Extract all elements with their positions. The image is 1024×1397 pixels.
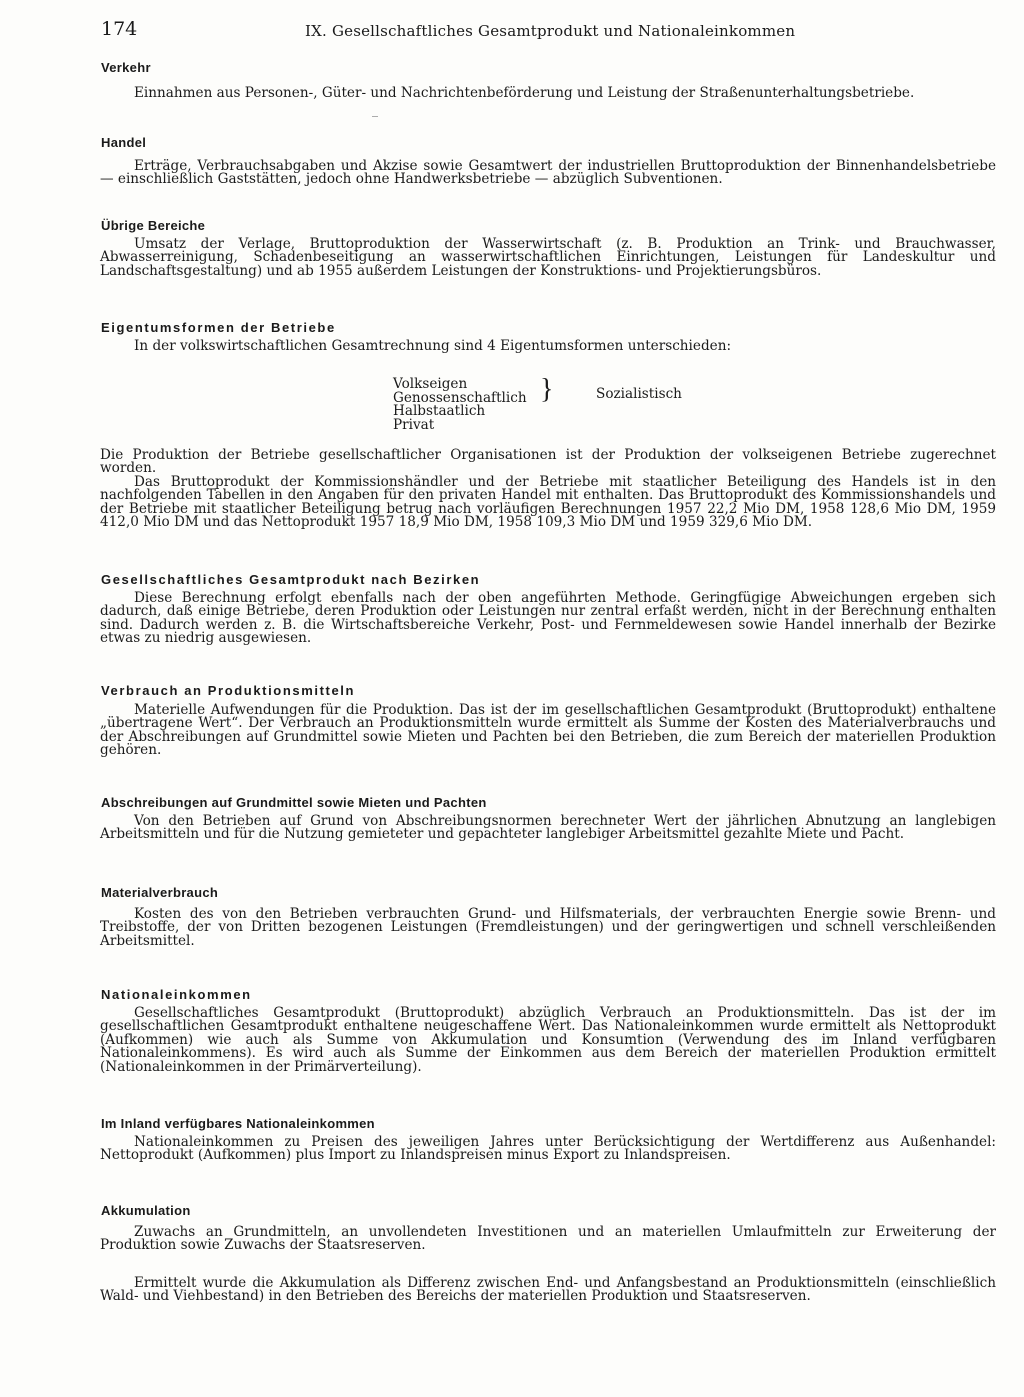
paragraph: Die Produktion der Betriebe gesellschaftlicher Organisationen ist der Produktion der volkseigenen Betriebe zugerechnet worden. — [100, 447, 996, 477]
section-verbrauch — [100, 683, 996, 758]
section-text: Kosten des von den Betrieben verbrauchten Grund- und Hilfsmaterials, der verbrauchten Energie sowie Brenn- und Treibstoffe, der von Dritten bezogenen Leistungen (Fremdleistungen) und der geringwertigen und schnell verschleißenden Arbeitsmittel. — [100, 906, 996, 949]
section-nationaleinkommen — [100, 987, 996, 1074]
section-akkumulation — [100, 1203, 996, 1304]
ownership-form: Halbstaatlich — [393, 403, 486, 419]
ownership-form: Volkseigen — [393, 376, 468, 392]
paragraph: Das Bruttoprodukt der Kommissionshändler und der Betriebe mit staatlicher Beteiligung des Handels ist in den nachfolgenden Tabellen in den Angaben für den privaten Handel mit enthalten. Das Bruttoprodukt des Kommissionshandels und der Betriebe mit staatlicher Beteiligung betrug nach vorläufigen Berechnungen 1957 22,2 Mio DM, 1958 128,6 Mio DM, 1959 412,0 Mio DM und das Nettoprodukt 1957 18,9 Mio DM, 1958 109,3 Mio DM und 1959 329,6 Mio DM. — [100, 473, 996, 531]
ownership-form: Privat — [393, 416, 435, 433]
running-title: IX. Gesellschaftliches Gesamtprodukt und Nationaleinkommen — [305, 22, 796, 40]
section-uebrige-bereiche — [100, 218, 996, 278]
section-inland — [100, 1116, 996, 1163]
section-bezirke — [100, 572, 996, 646]
section-heading: Verkehr — [101, 60, 151, 75]
section-verkehr — [100, 60, 996, 100]
section-text: Diese Berechnung erfolgt ebenfalls nach der oben angeführten Methode. Geringfügige Abweichungen ergeben sich dadurch, daß einige Betriebe, deren Produktion oder Leistungen nur zentral erfaßt werden, nicht in der Berechnung enthalten sind. Dadurch werden z. B. die Wirtschaftsbereiche Verkehr, Post- und Fernmeldewesen sowie Handel innerhalb der Bezirke etwas zu niedrig ausgewiesen. — [100, 590, 996, 647]
ownership-forms-list — [393, 378, 527, 432]
page-number: 174 — [101, 18, 138, 40]
section-text: Erträge, Verbrauchsabgaben und Akzise sowie Gesamtwert der industriellen Bruttoproduktion der Binnenhandelsbetriebe — einschließlich Gaststätten, jedoch ohne Handwerksbetriebe — abzüglich Subventionen. — [100, 158, 996, 188]
section-text: Umsatz der Verlage, Bruttoproduktion der Wasserwirtschaft (z. B. Produktion an Trink- und Brauchwasser, Abwasserreinigung, Schadenbeseitigung an wasserwirtschaftlichen Einrichtungen, Leistungen für Landeskultur und Landschaftsgestaltung) und ab 1955 außerdem Leistungen der Konstruktions- und Projektierungsbüros. — [100, 236, 996, 279]
section-text: Zuwachs an Grundmitteln, an unvollendeten Investitionen und an materiellen Umlaufmitteln zur Erweiterung der Produktion sowie Zuwachs der Staatsreserven. — [100, 1224, 996, 1254]
section-heading: Verbrauch an Produktionsmitteln — [101, 683, 356, 698]
section-heading: Abschreibungen auf Grundmittel sowie Mieten und Pachten — [101, 795, 487, 810]
section-heading: Nationaleinkommen — [101, 987, 252, 1002]
brace-symbol: } — [540, 374, 554, 405]
section-heading: Handel — [101, 135, 147, 150]
section-intro: In der volkswirtschaftlichen Gesamtrechnung sind 4 Eigentumsformen unterschieden: — [134, 338, 732, 354]
section-text: Von den Betrieben auf Grund von Abschreibungsnormen berechneter Wert der jährlichen Abnutzung an langlebigen Arbeitsmitteln und für die Nutzung gemieteter und gepachteter langlebiger Arbeitsmittel gezahlte Miete und Pacht. — [100, 813, 996, 843]
brace-label: Sozialistisch — [596, 386, 682, 402]
section-heading: Übrige Bereiche — [101, 218, 206, 233]
section-text: Nationaleinkommen zu Preisen des jeweiligen Jahres unter Berücksichtigung der Wertdifferenz aus Außenhandel: Nettoprodukt (Aufkommen) plus Import zu Inlandspreisen minus Export zu Inlandspreisen. — [100, 1134, 996, 1164]
section-text: Einnahmen aus Personen-, Güter- und Nachrichtenbeförderung und Leistung der Straßenunterhaltungsbetriebe. — [134, 85, 915, 101]
section-heading: Im Inland verfügbares Nationaleinkommen — [101, 1116, 375, 1131]
section-heading: Gesellschaftliches Gesamtprodukt nach Bezirken — [101, 572, 481, 587]
section-eigentumsformen — [100, 320, 996, 353]
section-text: Ermittelt wurde die Akkumulation als Differenz zwischen End- und Anfangsbestand an Produktionsmitteln (einschließlich Wald- und Viehbestand) in den Betrieben des Bereichs der materiellen Produktion und Staatsreserven. — [100, 1274, 996, 1305]
section-heading: Eigentumsformen der Betriebe — [101, 320, 336, 335]
section-handel — [100, 135, 996, 187]
section-text: Materielle Aufwendungen für die Produktion. Das ist der im gesellschaftlichen Gesamtprodukt (Bruttoprodukt) enthaltene „übertragene Wert“. Der Verbrauch an Produktionsmitteln wurde ermittelt als Summe der Kosten des Materialverbrauchs und der Abschreibungen auf Grundmittel sowie Mieten und Pachten bei den Betrieben, die zum Bereich der materiellen Produktion gehören. — [100, 702, 996, 759]
section-abschreibungen — [100, 795, 996, 842]
section-text: Gesellschaftliches Gesamtprodukt (Bruttoprodukt) abzüglich Verbrauch an Produktionsmitteln. Das ist der im gesellschaftlichen Gesamtprodukt enthaltene neugeschaffene Wert. Das Nationaleinkommen wurde ermittelt als Nettoprodukt (Aufkommen) wie auch als Summe von Akkumulation und Konsumtion (Verwendung des im Inland verfügbaren Nationaleinkommens). Es wird auch als Summe der Einkommen aus dem Bereich der materiellen Produktion ermittelt (Nationaleinkommen in der Primärverteilung). — [100, 1005, 996, 1075]
section-heading: Akkumulation — [101, 1203, 191, 1218]
document-page: 174 IX. Gesellschaftliches Gesamtprodukt und Nationaleinkommen Verkehr Einnahmen aus Personen-, Güter- und Nachrichtenbeförderung und Leistung der Straßenunterhaltungsbetriebe. ‾ Handel Erträge, Verbrauchsabgaben und Akzise sowie Gesamtwert der industriellen Bruttoproduktion der Binnenhandelsbetriebe — einschließlich Gaststätten, jedoch ohne Handwerksbetriebe — abzüglich Subventionen. Übrige Bereiche Umsatz der Verlage, Bruttoproduktion der Wasserwirtschaft (z. B. Produktion an Trink- und Brauchwasser, Abwasserreinigung, Schadenbeseitigung an wasserwirtschaftlichen Einrichtungen, Leistungen für Landeskultur und Landschaftsgestaltung) und ab 1955 außerdem Leistungen der Konstruktions- und Projektierungsbüros. Eigentumsformen der Betriebe In der volkswirtschaftlichen Gesamtrechnung sind 4 Eigentumsformen unterschieden: Volkseigen Genossenschaftlich Halbstaatlich Privat } Sozialistisch Die Produktion der Betriebe gesellschaftlicher Organisationen ist der Produktion der volkseigenen Betriebe zugerechnet worden. Das Bruttoprodukt der Kommissionshändler und der Betriebe mit staatlicher Beteiligung des Handels ist in den nachfolgenden Tabellen in den Angaben für den privaten Handel mit enthalten. Das Bruttoprodukt des Kommissionshandels und der Betriebe mit staatlicher Beteiligung betrug nach vorläufigen Berechnungen 1957 22,2 Mio DM, 1958 128,6 Mio DM, 1959 412,0 Mio DM und das Nettoprodukt 1957 18,9 Mio DM, 1958 109,3 Mio DM und 1959 329,6 Mio DM. Gesellschaftliches Gesamtprodukt nach Bezirken Diese Berechnung erfolgt ebenfalls nach der oben angeführten Methode. Geringfügige Abweichungen ergeben sich dadurch, daß einige Betriebe, deren Produktion oder Leistungen nur zentral erfaßt werden, nicht in der Berechnung enthalten sind. Dadurch werden z. B. die Wirtschaftsbereiche Verkehr, Post- und Fernmeldewesen sowie Handel innerhalb der Bezirke etwas zu niedrig ausgewiesen. Verbrauch an Produktionsmitteln Materielle Aufwendungen für die Produktion. Das ist der im gesellschaftlichen Gesamtprodukt (Bruttoprodukt) enthaltene „übertragene Wert“. Der Verbrauch an Produktionsmitteln wurde ermittelt als Summe der Kosten des Materialverbrauchs und der Abschreibungen auf Grundmittel sowie Mieten und Pachten bei den Betrieben, die zum Bereich der materiellen Produktion gehören. Abschreibungen auf Grundmittel sowie Mieten und Pachten Von den Betrieben auf Grund von Abschreibungsnormen berechneter Wert der jährlichen Abnutzung an langlebigen Arbeitsmitteln und für die Nutzung gemieteter und gepachteter langlebiger Arbeitsmittel gezahlte Miete und Pacht. Materialverbrauch Kosten des von den Betrieben verbrauchten Grund- und Hilfsmaterials, der verbrauchten Energie sowie Brenn- und Treibstoffe, der von Dritten bezogenen Leistungen (Fremdleistungen) und der geringwertigen und schnell verschleißenden Arbeitsmittel. Nationaleinkommen Gesellschaftliches Gesamtprodukt (Bruttoprodukt) abzüglich Verbrauch an Produktionsmitteln. Das ist der im gesellschaftlichen Gesamtprodukt enthaltene neugeschaffene Wert. Das Nationaleinkommen wurde ermittelt als Nettoprodukt (Aufkommen) wie auch als Summe von Akkumulation und Konsumtion (Verwendung des im Inland verfügbaren Nationaleinkommens). Es wird auch als Summe der Einkommen aus dem Bereich der materiellen Produktion ermittelt (Nationaleinkommen in der Primärverteilung). Im Inland verfügbares Nationaleinkommen Nationaleinkommen zu Preisen des jeweiligen Jahres unter Berücksichtigung der Wertdifferenz aus Außenhandel: Nettoprodukt (Aufkommen) plus Import zu Inlandspreisen minus Export zu Inlandspreisen. Akkumulation Zuwachs an Grundmitteln, an unvollendeten Investitionen und an materiellen Umlaufmitteln zur Erweiterung der Produktion sowie Zuwachs der Staatsreserven. Ermittelt wurde die Akkumulation als Differenz zwischen End- und Anfangsbestand an Produktionsmitteln (einschließlich Wald- und Viehbestand) in den Betrieben des Bereichs der materiellen Produktion und Staatsreserven. — [100, 18, 996, 1305]
ownership-form: Genossenschaftlich — [393, 389, 527, 406]
section-eigentum-notes — [100, 449, 996, 529]
section-heading: Materialverbrauch — [101, 885, 219, 900]
section-materialverbrauch — [100, 885, 996, 948]
